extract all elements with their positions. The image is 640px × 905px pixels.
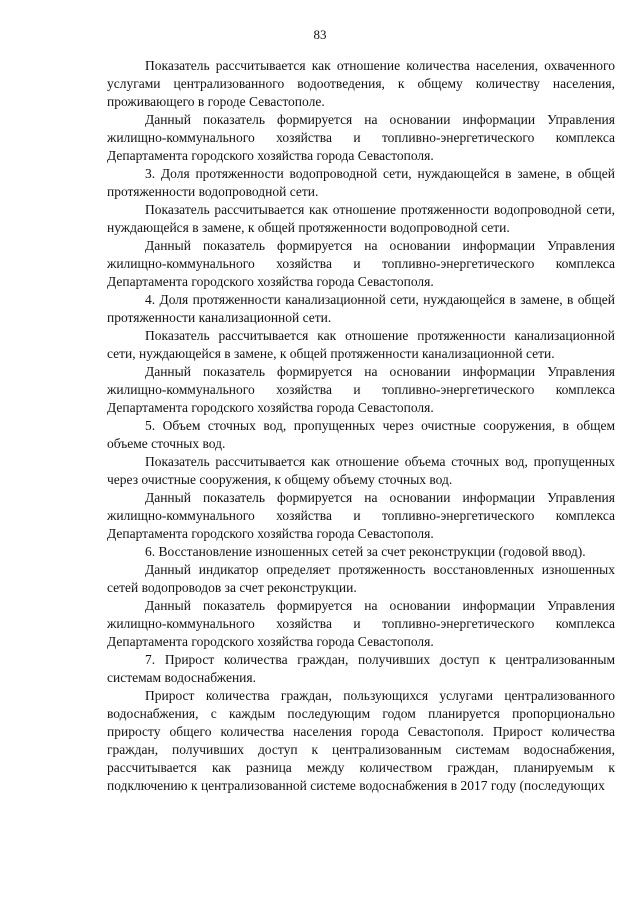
- paragraph: Показатель рассчитывается как отношение протяженности канализационной сети, нуждающейся в замене, к общей протяженности канализационной сети.: [107, 328, 615, 361]
- page-number: 83: [313, 27, 327, 42]
- paragraph: Показатель рассчитывается как отношение объема сточных вод, пропущенных через очистные сооружения, к общему объему сточных вод.: [107, 454, 615, 487]
- paragraph: Данный показатель формируется на основании информации Управления жилищно-коммунального хозяйства и топливно-энергетического комплекса Департамента городского хозяйства города Севастополя.: [107, 598, 615, 649]
- paragraph: Данный показатель формируется на основании информации Управления жилищно-коммунального хозяйства и топливно-энергетического комплекса Департамента городского хозяйства города Севастополя.: [107, 364, 615, 415]
- paragraph: Данный показатель формируется на основании информации Управления жилищно-коммунального хозяйства и топливно-энергетического комплекса Департамента городского хозяйства города Севастополя.: [107, 238, 615, 289]
- paragraph: Показатель рассчитывается как отношение количества населения, охваченного услугами централизованного водоотведения, к общему количеству населения, проживающего в городе Севастополе.: [107, 58, 615, 109]
- paragraph: 6. Восстановление изношенных сетей за счет реконструкции (годовой ввод).: [145, 544, 586, 559]
- paragraph: 7. Прирост количества граждан, получивших доступ к централизованным системам водоснабжения.: [107, 652, 615, 685]
- paragraph: 3. Доля протяженности водопроводной сети, нуждающейся в замене, в общей протяженности водопроводной сети.: [107, 166, 615, 199]
- paragraph: Данный показатель формируется на основании информации Управления жилищно-коммунального хозяйства и топливно-энергетического комплекса Департамента городского хозяйства города Севастополя.: [107, 490, 615, 541]
- paragraph: Данный индикатор определяет протяженность восстановленных изношенных сетей водопроводов за счет реконструкции.: [107, 562, 615, 595]
- paragraph: Прирост количества граждан, пользующихся услугами централизованного водоснабжения, с каждым последующим годом планируется пропорционально приросту общего количества населения города Севастополя. Прирост количества граждан, получивших доступ к централизованным системам водоснабжения, рассчитывается как разница между количеством граждан, планируемым к подключению к централизованной системе водоснабжения в 2017 году (последующих: [107, 688, 615, 793]
- page-body: [107, 57, 615, 795]
- paragraph: 5. Объем сточных вод, пропущенных через очистные сооружения, в общем объеме сточных вод.: [107, 418, 615, 451]
- paragraph: Данный показатель формируется на основании информации Управления жилищно-коммунального хозяйства и топливно-энергетического комплекса Департамента городского хозяйства города Севастополя.: [107, 112, 615, 163]
- paragraph: 4. Доля протяженности канализационной сети, нуждающейся в замене, в общей протяженности канализационной сети.: [107, 292, 615, 325]
- paragraph: Показатель рассчитывается как отношение протяженности водопроводной сети, нуждающейся в замене, к общей протяженности водопроводной сети.: [107, 202, 615, 235]
